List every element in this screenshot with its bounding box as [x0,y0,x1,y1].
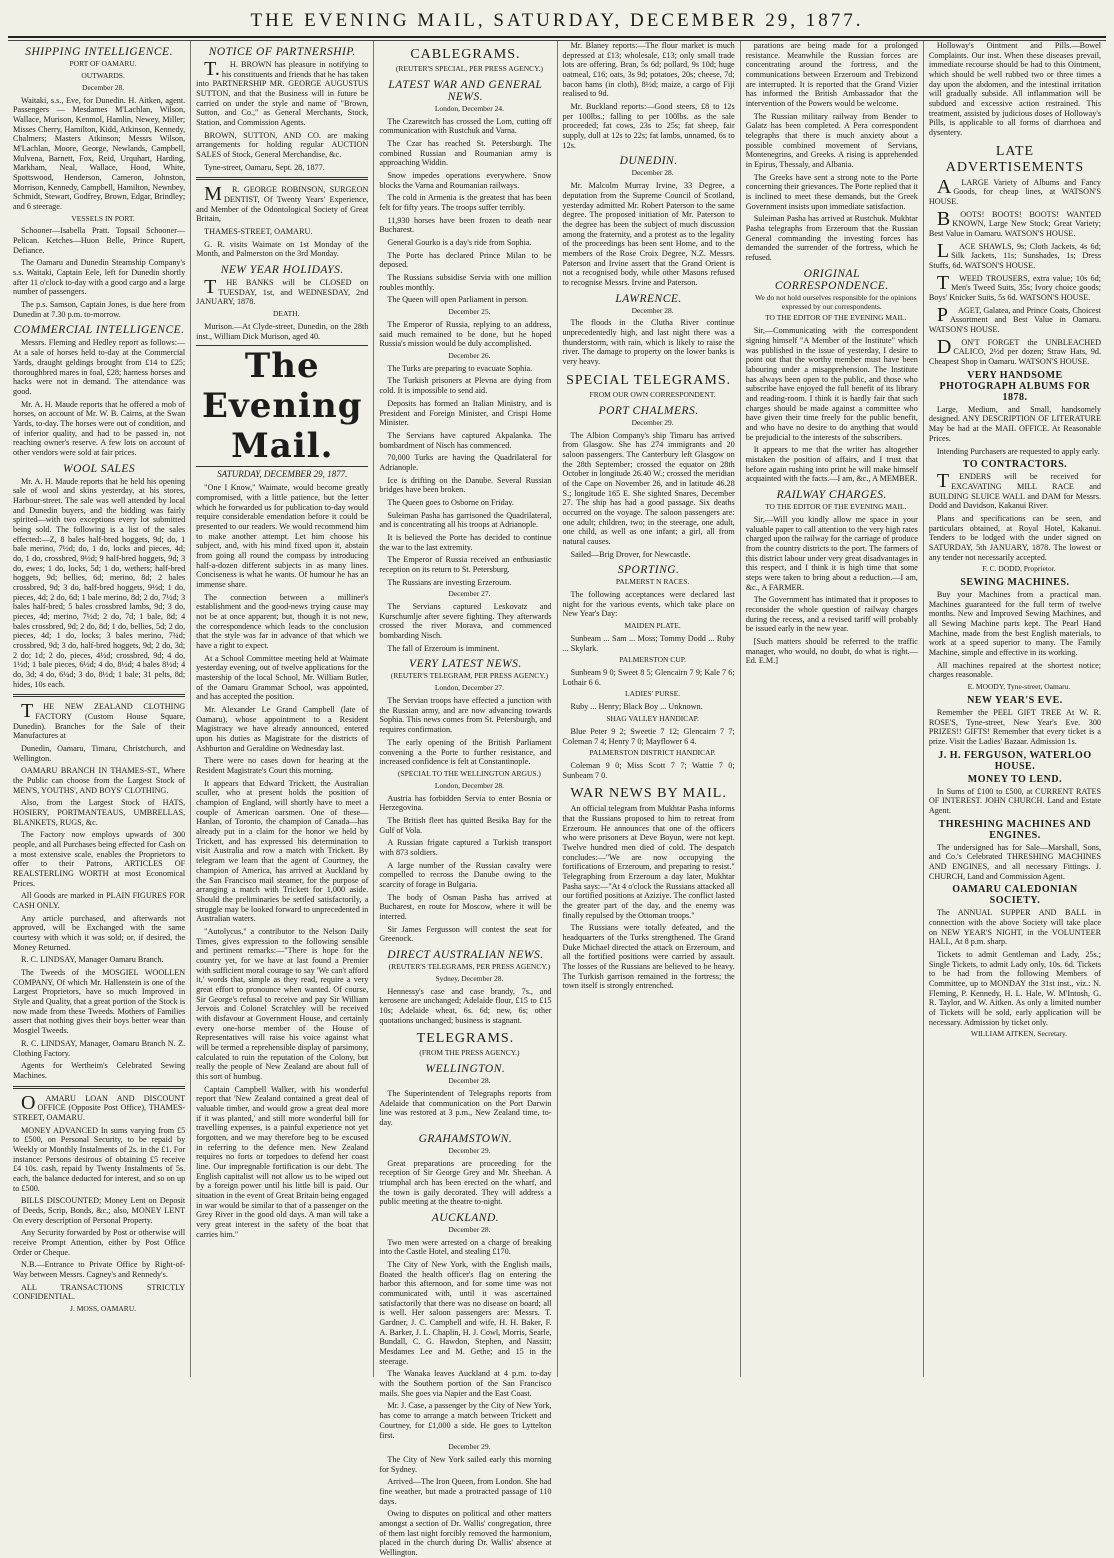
subheading: December 28. [448,1224,491,1234]
paragraph: Murison.—At Clyde-street, Dunedin, on the 28th inst., William Dick Murison, aged 40. [196,321,369,341]
subheading: London, December 27. [434,683,504,693]
paragraph: Hennessy's case and case brandy, 7s., and kerosene are unchanged; Adelaide flour, £15 to £15 10s; Adelaide wheat, 6s. 6d; new, 6s; other quotations unchanged; business is stagnant. [379,986,552,1025]
article-heading: DUNEDIN. [619,155,678,168]
article-heading: LAWRENCE. [615,292,682,305]
column-3 [373,41,556,1558]
paragraph: The Wanaka leaves Auckland at 4 p.m. to-day with the Southern portion of the San Francisco mails. She goes via Napier and the East Coast. [379,1369,552,1398]
paragraph: Messrs. Fleming and Hedley report as follows:—At a sale of horses held to-day at the Commercial Yards, draught geldings brought from £14 to £25; thoroughbred mares in foal, £28; harness horses and hacks were not in demand. The attendance was good. [13,338,186,396]
article-heading: NOTICE OF PARTNERSHIP. [208,46,356,58]
advertisement-text: THE NEW ZEALAND CLOTHING FACTORY (Custom House Square, Dunedin). Branches for the Sale of their Manufactures at [13,700,186,741]
column-4 [557,41,740,1377]
column-1 [8,41,190,1377]
newspaper-page [8,8,1106,1558]
paragraph: The body of Osman Pasha has arrived at Bucharest, en route for Moscow, where it will be interred. [379,892,552,921]
paragraph: The Oamaru and Dunedin Steamship Company's s.s. Waitaki, Captain Eele, left for Dunedin shortly after 11 o'clock to-day with a good cargo and a large number of passengers. [13,258,186,297]
paragraph: Mr. A. H. Maude reports that he offered a mob of horses, on account of Mr. W. B. Cairns, at the Swan Yards, to-day. The horses were out of condition, and of inferior quality, and had to be passed in, not reaching owner's reserve. A few lots on account of other vendors were sold at fair prices. [13,399,186,457]
paragraph: Tyne-street, Oamaru, Sept. 28, 1877. [204,162,325,172]
subheading: VESSELS IN PORT. [71,213,135,223]
paragraph: Plans and specifications can be seen, and particulars obtained, at Royal Hotel, Kakanui. Tenders to be lodged with the under signed on SATURDAY, 5th JANUARY, 1878. The lowest or any tender not necessarily accepted. [928,513,1102,562]
subheading: December 26. [448,350,491,360]
paragraph: The Servians have captured Akpalanka. The bombardment of Nisch has commenced. [379,430,552,450]
paragraph: The British fleet has quitted Besika Bay for the Gulf of Vola. [379,815,552,835]
paragraph: [Such matters should be referred to the traffic manager, who would, no doubt, do what is right.—Ed. E.M.] [745,636,918,666]
subheading: December 28. [631,305,674,315]
advertisement-text: BOOTS! BOOTS! BOOTS! WANTED KNOWN, Large New Stock; Great Variety; Best Value in Oamaru. WATSON'S HOUSE. [928,207,1102,239]
paragraph: Owing to disputes on political and other matters amongst a section of Dr. Wallis' congregation, three of them last night forcibly removed the harmonium, placed in the church during Dr. Wallis' absence at Wellington. [379,1509,552,1558]
paragraph: It appears that Edward Trickett, the Australian sculler, who at present holds the position of champion of England, will shortly have to meet a couple of American oarsmen. One of these—Hanlan, of Toronto, the champion of Canada—has already put in a claim for the honor we held by Trickett, and has expressed his determination to visit Australia and row a match with Trickett. By telegram we learn that the agent of Courtney, the champion of America, has arrived at Auckland by the San Francisco mail steamer, for the purpose of arranging a match with Trickett for 1,000 aside. Should the preliminaries be settled satisfactorily, a struggle may be looked forward to unprecedented in Australian waters. [196,778,369,924]
paragraph: Ice is drifting on the Danube. Several Russian bridges have been broken. [379,475,552,495]
article-heading: ORIGINAL CORRESPONDENCE. [774,267,889,292]
section-heading: LATE ADVERTISEMENTS [945,143,1085,175]
columns [8,40,1106,1558]
subheading: TO THE EDITOR OF THE EVENING MAIL. [765,502,907,512]
advertisement-heading: TO CONTRACTORS. [962,459,1068,471]
paragraph: The early opening of the British Parliament convening a the Porte to further resistance, and increased confidence is felt at Constantinople. [379,737,552,767]
paragraph: BILLS DISCOUNTED; Money Lent on Deposit of Deeds, Scrip, Bonds, &c.; also, MONEY LENT On every description of Personal Property. [13,1196,186,1225]
paragraph: The Russian military railway from Bender to Galatz has been completed. A Pera correspondent telegraphs that there is much anxiety about a possible combined movement of Servians, Montenegrins, and Greeks. A rising is apprehended in Epirus, Thessaly, and Albania. [745,111,918,170]
advertisement-text: PAGET, Galatea, and Prince Coats, Choicest Assortment and Best Value in Oamaru. WATSON'S HOUSE. [928,303,1102,335]
article-heading: AUCKLAND. [431,1211,500,1224]
paragraph: A large number of the Russian cavalry were compelled to recross the Danube owing to the scarcity of forage in Bulgaria. [379,860,552,889]
paragraph: parations are being made for a prolonged resistance. Meanwhile the Russian forces are concentrating around the fortress, and the communications between Erzeroum and Trebizond are interrupted. It is reported that the Grand Vizier has informed the British Ambassador that the intervention of the Powers would be welcome. [745,41,918,109]
subheading: F. C. DODD, Proprietor. [982,564,1056,574]
section-heading: TELEGRAMS. [416,1031,515,1047]
paragraph: Schooner—Isabella Pratt. Topsail Schooner—Pelican. Ketches—Huon Belle, Prince Rupert, Defiance. [13,226,186,255]
paragraph: Holloway's Ointment and Pills.—Bowel Complaints. Our inst. When these diseases prevail, immediate recourse should be had to this Ointment, which should be well rubbed two or three times a day upon the abdomen, and the intestinal irritation will gradually subside. All inflammation will be subdued and excessive action restrained. This treatment, assisted by judicious doses of Holloway's Pills, is applicable to all forms of diarrhoea and dysentery. [928,41,1102,138]
advertisement-text: TWEED TROUSERS, extra value; 10s 6d; Men's Tweed Suits, 35s; Ivory choice goods; Boys' Knicker Suits, 5s 6d. WATSON'S HOUSE. [928,271,1102,303]
article-heading: WELLINGTON. [425,1063,506,1076]
subheading: TO THE EDITOR OF THE EVENING MAIL. [765,313,907,323]
paragraph: Suleiman Pasha has garrisoned the Quadrilateral, and is concentrating all his troops at Adrianople. [379,510,552,530]
subheading: MAIDEN PLATE. [624,621,681,631]
article-heading: RAILWAY CHARGES. [776,489,887,502]
paragraph: The Servians captured Leskovatz and Kurschumlje after severe fighting. They afterwards crossed the river Morava, and commenced bombarding Nisch. [379,602,552,641]
subheading: (REUTER'S SPECIAL, PER PRESS AGENCY.) [395,64,543,73]
article-heading: LATEST WAR AND GENERAL NEWS. [388,78,543,103]
paragraph: Suleiman Pasha has arrived at Rustchuk. Mukhtar Pasha telegraphs from Erzeroum that the Russian General commanding the investing forces has demanded the surrender of the fortress, which he refused. [745,214,918,263]
paragraph: The fall of Erzeroum is imminent. [387,643,500,653]
subheading: December 27. [448,589,491,599]
article-heading: GRAHAMSTOWN. [418,1132,513,1145]
paragraph: The Turks are preparing to evacuate Sophia. [387,363,533,373]
subheading: (SPECIAL TO THE WELLINGTON ARGUS.) [397,768,541,778]
paragraph: Deposits has formed an Italian Ministry, and is President and Foreign Minister, and Crispi Home Minister. [379,398,552,428]
paragraph: The Russians subsidise Servia with one million roubles monthly. [379,273,552,292]
paragraph: "Autolycus," a contributor to the Nelson Daily Times, gives expression to the following sensible and pertinent remarks:—"There is hope for the country yet, for we have at last found a Premier with sufficient moral courage to say 'We can't afford it,' words that, simple as they read, require a very great effort to pronounce when wanted. Of course, Sir George's refusal to receive and pay Sir William Jervois and Colonel Scratchley will be received with disfavour at Government House, and certainly every one-horse member of the House of Representatives will raise his voice against what will be termed a reprehensible display of parsimony, calculated to ruin the reputation of the Colony, but really the people of New Zealand are about full of this sort of humbug. [196,926,369,1081]
paragraph: Ruby ... Henry; Black Boy ... Unknown. [570,702,703,712]
subheading: December 29. [631,417,674,427]
article-heading: COMMERCIAL INTELLIGENCE. [13,324,185,337]
advertisement-text: THE BANKS will be CLOSED on TUESDAY, 1st, and WEDNESDAY, 2nd JANUARY, 1878. [196,276,369,307]
paragraph: 70,000 Turks are having the Quadrilateral for Adrianople. [379,453,552,472]
advertisement-text: ALARGE Variety of Albums and Fancy Goods, for cheap lines, at WATSON'S HOUSE. [928,175,1102,207]
paragraph: Intending Purchasers are requested to apply early. [936,446,1100,456]
paragraph: G. R. visits Waimate on 1st Monday of the Month, and Palmerston on the 3rd Monday. [196,239,369,259]
paragraph: 11,930 horses have been frozen to death near Bucharest. [379,215,552,235]
paragraph: Arrived—The Iron Queen, from London. She had fine weather, but made a protracted passage of 110 days. [379,1477,552,1506]
paragraph: Two men were arrested on a charge of breaking into the Castle Hotel, and stealing £170. [379,1237,552,1257]
paragraph: The following acceptances were declared last night for the various events, which take place on New Year's Day: [562,590,735,619]
paragraph: Blue Peter 9 2; Sweetie 7 12; Glencairn 7 7; Coleman 7 4; Henry 7 0; Mayflower 6 4. [562,726,735,746]
paragraph: Mr. A. H. Maude reports that he held his opening sale of wool and skins yesterday, at his stores, Harbour-street. The sale was well attended by local and Dunedin buyers, and the bidding was fairly spirited—with two exceptions every lot submitted being sold. The following is a list of the sales effected:—Z, 8 bales half-bred hoggets, 9d; do, 1 bale merino, 7½d; do, 1 do, locks and pieces, 4d; do, 1 do, crossbred, 9½d; 9 half-bred hoggets, 9d; 3 do, ewes; 1 do, locks, 5d; 1 do, wethers; half-bred hoggets, 9d; bellies, 6d; merino, 8d; 2 bales crossbred, 9d; 3 do, half-bred hoggets, 9½d; 1 do, pieces, 4d; 2 do, 6d; 1 bale merino, 8d; 2 do, 7½d; 3 bales half-bred; 5 bales crossbred lambs, 9d; 3 do, pieces, 4d; merino, 7½d; 2 do, 7d; 1 bale, 8d; 4 bales crossbred, 9d; 2 do, 8d; 1 do, bellies, 5d; 2 do, pieces, 4d; 1 do, locks; 3 bales merino, 7¾d; crossbred, 9d; 3 do, half-bred hoggets, 9d; 2 do, 3d; 2 do; 1d; 2 do, pieces, 4½d; crossbred, 9d; 4 do, 1½d; 1 bale pieces, 6½d; 4 do, 8½d; 4 bales 8½d; 4 do, 3d; 4 do, 6¼d; 3 do, 8½d; 1 bale; 31 pelts, 8d; hides, 10s each. [13,476,186,689]
paragraph: All machines repaired at the shortest notice; charges reasonable. [928,660,1102,680]
advertisement-text: TENDERS will be received for EXCAVATING MILL RACE and BUILDING SLUICE WALL and DAM for Messrs. Dodd and Davidson, Kakanui River. [928,470,1102,511]
paragraph: The Czarewitch has crossed the Lom, cutting off communication with Rustchuk and Varna. [379,116,552,136]
advertisement-text: DON'T FORGET the UNBLEACHED CALICO, 2½d per dozen; Straw Hats, 9d. Cheapest Shop in Oamaru. WATSON'S HOUSE. [928,335,1102,367]
paragraph: MONEY ADVANCED In sums varying from £5 to £500, on Personal Security, to be repaid by Weekly or Monthly Instalments of 2s. in the £1. For instance: Persons desirous of obtaining £5 receive £4 10s. cash, repaid by Twenty Instalments of 5s. each, the balance deducted for interest, and so on up to £500. [13,1125,186,1193]
advertisement-text: LACE SHAWLS, 9s; Cloth Jackets, 4s 6d; Silk Jackets, 11s; Sunshades, 1s; Dress Stuffs, 6d. WATSON'S HOUSE. [928,239,1102,271]
paragraph: Also, from the Largest Stock of HATS, HOSIERY, PORTMANTEAUS, UMBRELLAS, BLANKETS, RUGS, &c. [13,798,186,827]
paragraph: Mr. Buckland reports:—Good steers, £8 to 12s per 100lbs.; falling to per 100lbs. as the sale proceeded; fat cows, 23s to 25s; fat sheep, fair supply, dull at 12s to 22s; fat lambs, unnamed, 6s to 12s. [562,102,735,150]
paragraph: Waitaki, s.s., Eve, for Dunedin. H. Aitken, agent. Passengers — Mesdames M'Lachlan, Wilson, Wallace, Murison, Kenmol, Hamlin, Newey, Miller; Misses Cherry, Hamilton, Kidd, Atkinson, Kennedy, Chalmers; Masters Atkinson; Messrs Wilson, M'Lachlan, Moore, George, Newlands, Campbell, Mulvena, Barnett, Fox, Reid, Urquhart, Harding, Markham, Neal, Wallace, Hood, White, Spottswood, Henderson, Cameron, Johnston, Morrison, Kennedy, Campbell, Hamilton, Newnbey, Schmidt, Stewart, Godfrey, Brown, Edgar, Brindley; and 6 steerage. [13,95,186,211]
subheading: (REUTER'S TELEGRAMS, PER PRESS AGENCY.) [388,961,551,971]
paragraph: Dunedin, Oamaru, Timaru, Christchurch, and Wellington. [13,744,186,763]
paragraph: Austria has forbidden Servia to enter Bosnia or Herzegovina. [379,793,552,813]
subheading: December 25. [448,307,491,317]
paragraph: At a School Committee meeting held at Waimate yesterday evening, out of twelve applications for the mastership of the local School, Mr. William Butler, of the Oamaru Grammar School, was appointed, and has accepted the position. [196,653,369,702]
paragraph: The connection between a milliner's establishment and the good-news trying cause may not be at once apparent; but, though it is not new, the correspondence which leads to the conclusion that the style was far in advance of that which we have a right to expect. [196,592,369,651]
paragraph: Sir James Fergusson will contest the seat for Greenock. [379,924,552,944]
paragraph: The Superintendent of Telegraphs reports from Adelaide that communication on the Port Darwin line was restored at 3 p.m., New Zealand time, to-day. [379,1089,552,1128]
paragraph: The p.s. Samson, Captain Jones, is due here from Dunedin at 7.30 p.m. to-morrow. [13,300,186,319]
paragraph: N.B.—Entrance to Private Office by Right-of-Way between Messrs. Cagney's and Rennedy's. [13,1260,186,1279]
paragraph: The ANNUAL SUPPER AND BALL in connection with the above Society will take place on NEW YEAR'S NIGHT, in the VOLUNTEER HALL, At 8 p.m. sharp. [928,908,1102,947]
paragraph: Sunbeam ... Sam ... Moss; Tommy Dodd ... Ruby ... Skylark. [562,633,735,653]
paragraph: The Queen goes to Osborne on Friday. [387,497,514,507]
paragraph: A Russian frigate captured a Turkish transport with 873 soldiers. [379,838,552,857]
subheading: December 28. [631,168,674,178]
paragraph: Great preparations are proceeding for the reception of Sir George Grey and Mr. Sheehan. A triumphal arch has been erected on the wharf, and the town is gaily decorated. They will address a public meeting at the theatre to-night. [379,1158,552,1207]
section-heading: WAR NEWS BY MAIL. [570,786,727,802]
paragraph: There were no cases down for hearing at the Resident Magistrate's Court this morning. [196,756,369,776]
divider [13,694,185,697]
paragraph: Snow impedes operations everywhere. Snow blocks the Varna and Roumanian railways. [379,171,552,190]
paragraph: Large, Medium, and Small, handsomely designed. ANY DESCRIPTION OF LITERATURE May be had at the MAIL OFFICE. At Reasonable Prices. [928,404,1102,443]
dateline: SATURDAY, DECEMBER 29, 1877. [217,469,348,480]
paper-nameplate: The Evening Mail. [196,345,368,467]
advertisement-text: T.H. BROWN has pleasure in notifying to his constituents and friends that he has taken into PARTNERSHIP MR. GEORGE AUGUSTUS SUTTON, and that the Business will in future be carried on under the style and name of "Brown, Sutton, and Co.," as General Merchants, Stock, Station, and Commission Agents. [196,58,369,128]
paragraph: The City of New York sailed early this morning for Sydney. [379,1455,552,1474]
paragraph: Sir,—Communicating with the correspondent signing himself "A Member of the Institute" which was published in the issue of yesterday, I desire to point out that the worthy member must have been labouring under a misapprehension. The Institute has always been open to the public, and those who subscribe have enjoyed the full benefit of its library and reading-room. I think it is hardly fair that such charges should be made against a committee who have given their time freely for the public benefit, and who have no desire to do anything that would be prejudicial to the interests of the subscribers. [745,326,918,442]
subheading: SHAG VALLEY HANDICAP. [606,714,699,723]
paragraph: The Emperor of Russia received an enthusiastic reception on its return to St. Petersburg. [379,555,552,574]
advertisement-heading: J. H. FERGUSON, WATERLOO HOUSE. [938,749,1092,772]
paragraph: Coleman 9 0; Miss Scott 7 7; Wattie 7 0; Sunbeam 7 0. [562,761,735,780]
subheading: We do not hold ourselves responsible for the opinions expressed by our correspondents. [755,292,917,311]
paragraph: Any Security forwarded by Post or otherwise will receive Prompt Attention, either by Post Office Order or Cheque. [13,1228,186,1257]
paragraph: Remember the PEEL GIFT TREE At W. R. ROSE'S, Tyne-street, New Year's Eve. 300 PRIZES!! GIFTS! Remember that every ticket is a prize. Visit the Ladies' Bazaar. Admission 1s. [928,707,1102,746]
paragraph: OAMARU BRANCH IN THAMES-ST., Where the Public can choose from the Largest Stock of MEN'S, YOUTHS', AND BOYS' CLOTHING. [13,766,186,795]
subheading: WILLIAM AITKEN, Secretary. [970,1029,1068,1039]
article-heading: SHIPPING INTELLIGENCE. [25,46,173,58]
paragraph: Any article purchased, and afterwards not approved, will be Exchanged with the same courtesy with which it was sold; or, if desired, the Money Returned. [13,913,186,952]
section-heading: CABLEGRAMS. [410,47,521,62]
paragraph: Buy your Machines from a practical man. Machines guaranteed for the full term of twelve months. New and Improved Sewing Machines, and all Sewing Machine parts kept. The Pearl Hand Machine, made from the best English materials, to work at a speed superior to many. The Family Machine, simple and effective in its working. [928,590,1102,658]
divider [13,1086,185,1089]
advertisement-heading: OAMARU CALEDONIAN SOCIETY. [952,884,1078,907]
paragraph: An official telegram from Mukhtar Pasha informs that the Russians proposed to him to retreat from Erzeroum. He announces that one of the officers who were prisoners at Deve Boyun, were not kept. Twelve hundred men died of cold. The despatch concludes:—"We are now occupying the fortifications of Erzeroum, and preparing to resist." Telegraphing from Erzeroum a day later, Mukhtar Pasha says:—"At 4 o'clock the Russians attacked all our fortified positions at Aziziye. The conflict lasted the greater part of the day, and the enemy was finally repulsed by the Ottoman troops." [562,804,735,920]
subheading: Sydney, December 28. [435,973,504,983]
paragraph: It is believed the Porte has decided to continue the war to the last extremity. [379,532,552,552]
paragraph: ALL TRANSACTIONS STRICTLY CONFIDENTIAL. [13,1282,186,1302]
subheading: FROM OUR OWN CORRESPONDENT. [589,389,716,399]
article-heading: SPORTING. [617,564,680,577]
paragraph: "One I Know," Waimate, would become greatly compromised, with a little patience, but the letter which he forwarded us for publication to-day would require considerable emendation before it could be presented to our readers. We would recommend him to make another attempt. Let him choose his subject, and, with his mind fixed upon it, abstain from going all round the compass by introducing half-a-dozen different subjects in as many lines. Conciseness is what he wants. Of humour he has an immense share. [196,483,369,590]
paragraph: Tickets to admit Gentleman and Lady, 25s.; Single Tickets, to admit Lady only, 10s. 6d. Tickets to be had from the following Members of Committee, up to MONDAY the 31st inst., viz.: N. Fleming, P. Kennedy, H. L. Hale, W. M'Intosh, G. R. Taylor, and W. Aitken. As only a limited number of Tickets will be sold, early application will be necessary. Admission by ticket only. [928,950,1102,1027]
advertisement-text: MR. GEORGE ROBINSON, SURGEON DENTIST, Of Twenty Years' Experience, and Member of the Odontological Society of Great Britain, [196,183,369,224]
article-heading: WOOL SALES [62,462,136,475]
column-2 [190,41,373,1377]
subheading: J. MOSS, OAMARU. [70,1303,137,1313]
subheading: London, December 24. [434,103,504,113]
article-heading: VERY LATEST NEWS. [409,658,522,671]
paragraph: The Government has intimated that it proposes to reconsider the whole question of railway charges during the recess, and a revised tariff will probably be issued early in the new year. [745,595,918,634]
paragraph: The Albion Company's ship Timaru has arrived from Glasgow. She has 274 immigrants and 20 saloon passengers. The Canterbury left Glasgow on the 28th September; crossed the equator on 28th October in longitude 26.40 W.; crossed the meridian of the Cape on November 26, and in latitude 46.28 S.; longitude 165 E. She sighted Snares, December 27. The ship has had a good passage. Six deaths occurred on the voyage. The saloon passengers are: one adult; children, two; in the steerage, one adult, one child, as well as one infant; a girl, all from natural causes. [562,430,735,546]
paragraph: Sir,—Will you kindly allow me space in your valuable paper to call attention to the very high rates charged upon the railway for the carriage of produce from the country districts to the port. The farmers of this district labour under very great disadvantages in this respect, and I think it is high time that some steps were taken to bring about a reduction.—I am, &c., A FARMER. [745,514,918,592]
subheading: LADIES' PURSE. [625,689,681,699]
paragraph: Sailed—Brig Drover, for Newcastle. [570,549,691,559]
paragraph: R. C. LINDSAY, Manager, Oamaru Branch N. Z. Clothing Factory. [13,1038,186,1058]
paragraph: The Russians were totally defeated, and the headquarters of the Turks strengthened. The Grand Duke Michael directed the attack on Erzeroum, and all the fortified positions were carried by assault. The losses of the Russians are believed to be heavy. The Turkish garrison remained in the fortress; the town itself is strongly entrenched. [562,923,735,991]
paragraph: The Greeks have sent a strong note to the Porte concerning their grievances. The Porte replied that it is inclined to meet these demands, but the Greek Government insists upon immediate satisfaction. [745,172,918,211]
paragraph: Captain Campbell Walker, with his wonderful report that 'New Zealand contained a great deal of valuable timber, and would grow a great deal more if it was planted,' and still more wonderful bill for travelling expenses, is a painful experience not yet forgotten, and we may therefore beg to be excused in referring to the defence men. New Zealand requires no forts or torpedoes to defend her coast line. Our impregnable fortification is our debt. The English capitalist will not allow us to be wiped out by a foreign power until his little bill is paid. Our situation in the event of Great Britain being engaged in war would be similar to that of a passenger on the Grey River in the good old days. A man will take a very great interest in the safety of the boat that carries him." [196,1084,369,1239]
subheading: (FROM THE PRESS AGENCY.) [419,1048,520,1058]
advertisement-heading: NEW YEAR'S EVE. [967,694,1063,706]
subheading: PALMERSTON CUP. [619,655,686,665]
paragraph: The Servian troops have effected a junction with the Russian army, and are now advancing towards Sophia. This news comes from St. Petersburgh, and requires confirmation. [379,696,552,735]
subheading: December 28. [448,1076,491,1086]
paragraph: The Emperor of Russia, replying to an address, said much remained to be done, but he hoped Russia's mission would be duly accomplished. [379,319,552,349]
paragraph: The floods in the Clutha River continue unprecedentedly high, and last night there was a thunderstorm, with rain, which is likely to raise the river. The damage to property on the lower banks is very heavy. [562,318,735,367]
paragraph: Mr. Malcolm Murray Irvine, 33 Degree, a deputation from the Supreme Council of Scotland, yesterday admitted Mr. Robert Paterson to the same degree. The proposed initiation of Mr. Paterson to the degree has been the subject of much discussion among the fraternity, and a protest as to the legality of the proceedings has been sent Home, and to the members of the Rose Croix Degree, N.Z. Messrs. Paterson and Irvine assert that the Grand Orient is not a recognised body, while other Masons refused to recognise Messrs. Irvine and Paterson. [562,181,735,287]
advertisement-heading: THRESHING MACHINES AND ENGINES. [938,818,1092,841]
paragraph: In Sums of £100 to £500, at CURRENT RATES OF INTEREST. JOHN CHURCH. Land and Estate Agent. [928,786,1102,815]
paragraph: THAMES-STREET, OAMARU. [204,227,313,237]
paragraph: Mr. J. Case, a passenger by the City of New York, has come to arrange a match between Trickett and Courtney, for £1,000 a side. He goes to Lyttelton first. [379,1401,552,1440]
paragraph: BROWN, SUTTON, AND CO. are making arrangements for holding regular AUCTION SALES of Stock, General Merchandise, &c. [196,130,369,160]
divider [196,177,368,180]
paragraph: The Porte has declared Prince Milan to be deposed. [379,250,552,270]
paragraph: The Turkish prisoners at Plevna are dying from cold. It is impossible to send aid. [379,376,552,396]
subheading: (REUTER'S TELEGRAM, PER PRESS AGENCY.) [390,671,549,681]
subheading: December 29. [448,1145,491,1155]
column-5 [740,41,923,1377]
article-heading: PORT CHALMERS. [598,404,699,417]
subheading: PALMERSTON DISTRICT HANDICAP. [589,748,716,758]
paragraph: The Factory now employs upwards of 300 people, and all Purchases being effected for Cash on a most extensive scale, enables the Proprietors to offer to their Patrons, ARTICLES OF REALSTERLING WORTH at most Economical Prices. [13,830,186,888]
masthead: THE EVENING MAIL, SATURDAY, DECEMBER 29, 1877. [8,8,1106,38]
paragraph: All Goods are marked in PLAIN FIGURES FOR CASH ONLY. [13,891,186,911]
column-6 [923,41,1106,1377]
subheading: PALMERST N RACES. [615,577,690,587]
paragraph: Agents for Wertheim's Celebrated Sewing Machines. [13,1061,186,1080]
paragraph: It appears to me that the writer has altogether mistaken the position of affairs, and I trust that before again rushing into print he will make himself acquainted with the facts.—I am, &c., A MEMBER. [745,445,918,484]
subheading: December 28. [82,82,125,92]
advertisement-heading: VERY HANDSOME PHOTOGRAPH ALBUMS FOR 1878. [939,369,1091,403]
paragraph: The cold in Armenia is the greatest that has been felt for fifty years. The troops suffer terribly. [379,193,552,213]
paragraph: R. C. LINDSAY, Manager Oamaru Branch. [21,955,164,965]
advertisement-heading: MONEY TO LEND. [967,773,1063,785]
subheading: DEATH. [273,309,300,319]
article-heading: NEW YEAR HOLIDAYS. [220,264,344,277]
paragraph: The undersigned has for Sale—Marshall, Sons, and Co.'s Celebrated THRESHING MACHINES AND ENGINES, and all necessary Fittings. J. CHURCH, Land and Commission Agent. [928,842,1102,881]
advertisement-text: OAMARU LOAN AND DISCOUNT OFFICE (Opposite Post Office), THAMES-STREET, OAMARU. [13,1091,186,1122]
paragraph: Sunbeam 9 0; Sweet 8 5; Glencairn 7 9; Kale 7 6; Lothair 6 6. [562,668,735,687]
subheading: E. MOODY, Tyne-street, Oamaru. [967,682,1071,692]
section-heading: SPECIAL TELEGRAMS. [566,372,732,388]
subheading: December 29. [448,1442,491,1452]
subheading: OUTWARDS. [81,70,125,80]
article-heading: DIRECT AUSTRALIAN NEWS. [387,948,544,961]
subheading: PORT OF OAMARU. [69,59,137,68]
paragraph: The Russians are investing Erzeroum. [387,577,512,587]
paragraph: Mr. Blaney reports:—The flour market is much depressed at £13; wholesale, £13; only small trade lots are offering. Bran, 5s 6d; pollard, 9s 10d; huge oatmeal, £16; oats, 3s 9d; potatoes, 20s; cheese, 7d; bacon hams (in cloth), 8½d; maize, a cargo of Fiji realised to 9d. [562,41,735,99]
paragraph: General Gourko is a day's ride from Sophia. [387,238,532,248]
paragraph: The Czar has reached St. Petersburgh. The combined Russian and Roumanian army is approaching Widdin. [379,139,552,168]
advertisement-heading: SEWING MACHINES. [960,577,1070,589]
paragraph: The Queen will open Parliament in person. [387,295,529,305]
subheading: London, December 28. [434,780,504,790]
paragraph: The Tweeds of the MOSGIEL WOOLLEN COMPANY, Of which Mr. Hallenstein is one of the Largest Proprietors, have so much Improved in Style and Quality, that a great portion of the Stock is now made from these Tweeds. Mothers of Families assert that nothing gives their boys better wear than Mosgiel Tweeds. [13,968,186,1036]
paragraph: The City of New York, with the English mails, floated the health officer's flag on entering the harbor this afternoon, and for some time was not communicated with, until it was ascertained satisfactorily that there was no disease on board; all is well. Her saloon passengers are: Messrs. T. Gardner, J. C. Campbell and wife, H. H. Baker, F. A. Barker, J. L. Chaplin, H. J. Cowl, Morris, Searle, Bundall, C. G. Hawdon, Stephen, and Nassitt; Mesdames Lee and M. Gethe; and 15 in the steerage. [379,1260,552,1366]
paragraph: Mr. Alexander Le Grand Campbell (late of Oamaru), whose appointment to a Resident Magistracy we have already announced, entered upon his duties as Magistrate for the districts of Ashburton and Geraldine on Wednesday last. [196,705,369,753]
